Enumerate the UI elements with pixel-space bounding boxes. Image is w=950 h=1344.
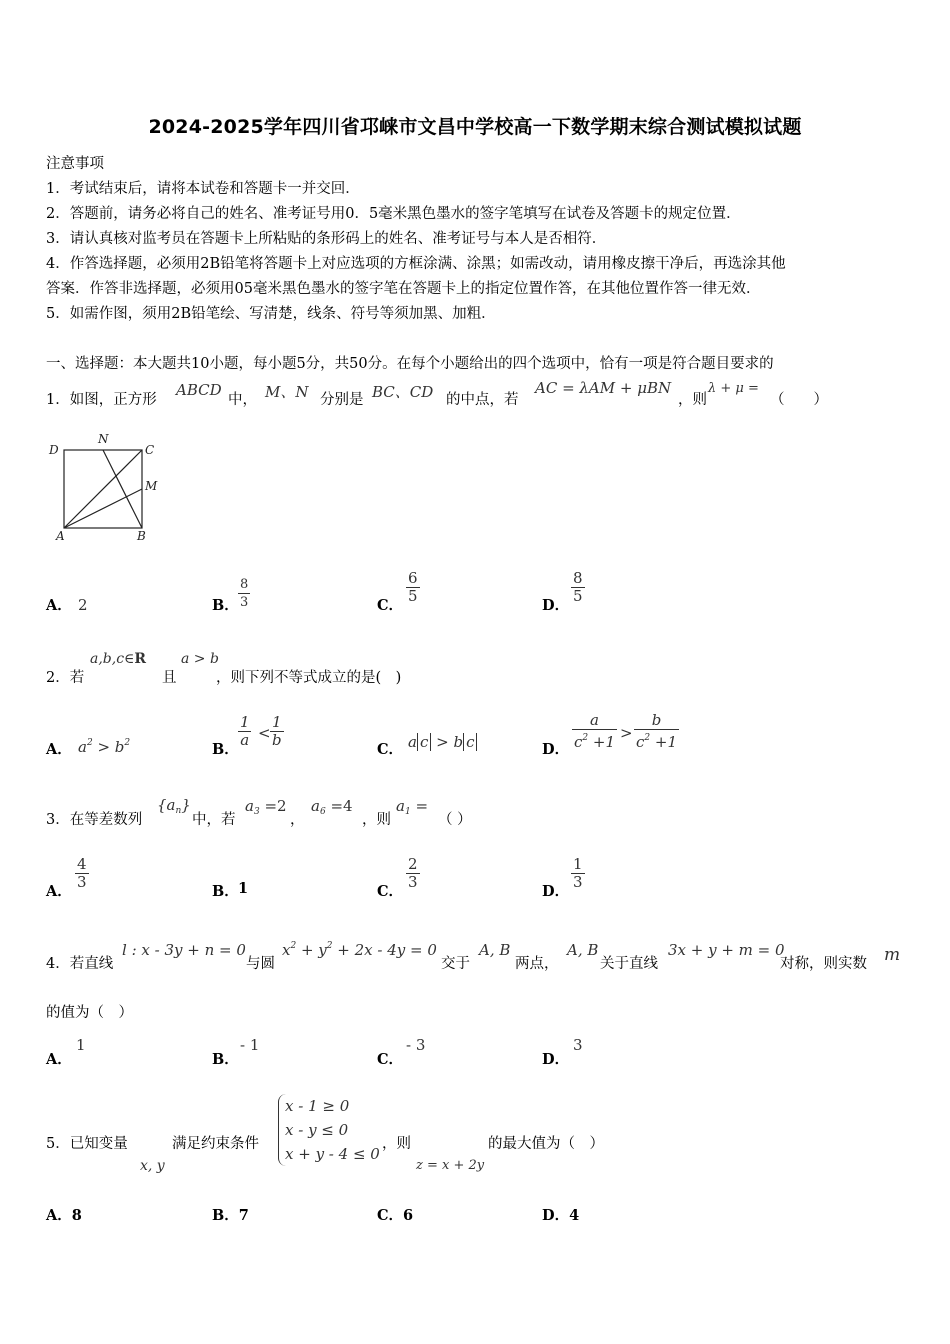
option-c-value: 6 xyxy=(403,1207,414,1224)
option-a: A．8 xyxy=(46,1207,82,1224)
question-2: 2．若 xyxy=(46,670,85,686)
question-3: 3．在等差数列 xyxy=(46,812,143,828)
option-b-value: 1 xyxy=(238,880,249,897)
option-a-value: 8 xyxy=(71,1207,82,1224)
option-d-value: 4 xyxy=(569,1207,580,1224)
option-a-value: 2 xyxy=(78,596,88,614)
option-c-label: C． xyxy=(377,741,404,758)
option-d-fraction-left: $\frac{a}{c^2 +1}$ xyxy=(574,711,616,751)
option-d-fraction: $\frac{8}{5}$ xyxy=(573,569,583,605)
constraint-2: x - y ≤ 0 xyxy=(285,1121,349,1139)
option-d-label: D． xyxy=(542,1051,570,1068)
option-b-value: 7 xyxy=(238,1207,249,1224)
notice-heading: 注意事项 xyxy=(46,156,104,172)
math-line-l: l : x - 3y + n = 0 xyxy=(122,941,246,959)
option-c-label: C． xyxy=(377,597,404,614)
label-a: A xyxy=(56,529,65,543)
option-c-fraction: $\frac{2}{3}$ xyxy=(408,855,418,891)
option-a-label: A． xyxy=(46,883,72,900)
label-c: C xyxy=(145,443,155,457)
option-a-expression: $a^2 > b^2$ xyxy=(78,738,131,756)
math-a3: $a_3 =2$ xyxy=(245,797,287,817)
math-m: m xyxy=(884,945,901,965)
math-objective: z = x + 2y xyxy=(416,1158,485,1173)
notice-item: 4．作答选择题，必须用2B铅笔将答题卡上对应选项的方框涂满、涂黑；如需改动，请用橡皮擦干净后，再选涂其他 xyxy=(46,256,786,272)
math-square: ABCD xyxy=(176,381,222,399)
option-b-label: B． xyxy=(212,883,239,900)
option-c-value: - 3 xyxy=(406,1036,426,1054)
option-c-label: C． xyxy=(377,883,404,900)
segment-bn xyxy=(103,450,142,528)
notice-item: 答案．作答非选择题，必须用05毫米黑色墨水的签字笔在答题卡上的指定位置作答，在其他位置作答一律无效． xyxy=(46,281,761,297)
notice-item: 5．如需作图，须用2B铅笔绘、写清楚，线条、符号等须加黑、加粗． xyxy=(46,306,496,322)
question-number: 5． xyxy=(46,1136,70,1152)
math-a1: $a_1$ = xyxy=(396,797,429,817)
question-4-continued: 的值为（ ） xyxy=(46,1005,133,1021)
option-b-label: B． xyxy=(212,741,239,758)
option-d-value: 3 xyxy=(573,1036,583,1054)
option-b-fraction: $\frac{8}{3}$ xyxy=(240,577,249,610)
constraint-system xyxy=(278,1094,380,1166)
notice-item: 1．考试结束后，请将本试卷和答题卡一并交回． xyxy=(46,181,360,197)
question-number: 3． xyxy=(46,812,70,828)
label-n: N xyxy=(98,432,109,446)
math-midpoints: M、N xyxy=(265,383,309,401)
math-symmetry-line: 3x + y + m = 0 xyxy=(668,941,785,959)
segment-am xyxy=(64,489,142,528)
segment-ac xyxy=(64,450,142,528)
math-sum: λ + μ = xyxy=(708,381,759,396)
option-c-fraction: $\frac{6}{5}$ xyxy=(408,569,418,605)
math-points: A, B xyxy=(567,941,599,959)
section-heading: 一、选择题：本大题共10小题，每小题5分，共50分。在每个小题给出的四个选项中，恰有一项是符合题目要求的 xyxy=(46,356,774,372)
label-b: B xyxy=(137,529,146,543)
square-figure xyxy=(44,430,174,545)
math-circle: $x^2 + y^2 + 2x - 4y = 0$ xyxy=(282,941,437,959)
math-a6: $a_6 =4$ xyxy=(311,797,353,817)
option-b-value: - 1 xyxy=(240,1036,260,1054)
option-a-fraction: $\frac{4}{3}$ xyxy=(77,855,87,891)
math-condition: a > b xyxy=(181,651,219,667)
question-4: 4．若直线 xyxy=(46,956,114,972)
option-d: D．4 xyxy=(542,1207,580,1224)
math-sides: BC、CD xyxy=(372,383,434,401)
option-a-value: 1 xyxy=(76,1036,86,1054)
option-b-label: B． xyxy=(212,597,239,614)
math-points: A, B xyxy=(479,941,511,959)
math-vector-equation: AC = λAM + μBN xyxy=(535,379,672,397)
label-m: M xyxy=(145,479,158,493)
math-set: a,b,c∈R xyxy=(90,651,147,667)
question-number: 1． xyxy=(46,392,70,408)
exam-page: 2024-2025学年四川省邛崃市文昌中学校高一下数学期末综合测试模拟试题 注意事项 1．考试结束后，请将本试卷和答题卡一并交回． 2．答题前，请务必将自己的姓名、准考证号用0．5毫米黑色墨水的签字笔填写在试卷及答题卡的规定位置． 3．请认真核对监考员在答题卡上所粘贴的条形码上的姓名、准考证号与本人是否相符． 4．作答选择题，必须用2B铅笔将答题卡上对应选项的方框涂满、涂黑；如需改动，请用橡皮擦干净后，再选涂其他 答案．作答非选择题，必须用05毫米黑色墨水的签字笔在答题卡上的指定位置作答，在其他位置作答一律无效． 5．如需作图，须用2B铅笔绘、写清楚，线条、符号等须加黑、加粗． 一、选择题：本大题共10小题，每小题5分，共50分。在每个小题给出的四个选项中，恰有一项是符合题目要求的 1．如图，正方形 ABCD 中， M、N 分别是 BC、CD 的中点，若 AC = λAM + μBN ，则 λ + μ = （ ） D N C M A B A． 2 B． $\frac{8}{3}$ C． $\frac{6}{5}$ D． $\frac{8}{5}$ 2．若 a,b,c∈R 且 a > b ，则下列不等式成立的是( ) A． $a^2 > b^2$ B． $\frac{1}{a}$ < $\frac{1}{b}$ C． a c > b c D． $\frac{a}{c^2 +1}$ > $\frac{b}{c^2 +1}$ 3．在等差数列 $\{a_n\}$ 中，若 $a_3 =2$ ， $a_6 =4$ ，则 $a_1$ = （ ） A． $\frac{4}{3}$ B． 1 C． $\frac{2}{3}$ D． $\frac{1}{3}$ 4．若直线 l : x - 3y + n = 0 与圆 $x^2 + y^2 + 2x - 4y = 0$ 交于 A, B 两点， A, B 关于直线 3x + y + m = 0 对称，则实数 m 的值为（ ） A． 1 B． - 1 C． - 3 D． 3 5．已知变量 x, y 满足约束条件 x - 1 ≥ 0 x - y ≤ 0 x + y - 4 ≤ 0 ，则 z = x + 2y 的最大值为（ ） A．8 B．7 C．6 D．4 xyxy=(0,0,950,1344)
option-a-label: A． xyxy=(46,741,72,758)
option-c: C．6 xyxy=(377,1207,414,1224)
option-d-label: D． xyxy=(542,597,570,614)
question-5: 5．已知变量 xyxy=(46,1136,128,1152)
math-sequence: $\{a_n\}$ xyxy=(157,796,191,816)
question-number: 2． xyxy=(46,670,70,686)
option-c-label: C． xyxy=(377,1051,404,1068)
option-b: B．7 xyxy=(212,1207,249,1224)
question-number: 4． xyxy=(46,956,70,972)
math-variables: x, y xyxy=(140,1158,165,1174)
option-d-label: D． xyxy=(542,741,570,758)
constraint-1: x - 1 ≥ 0 xyxy=(285,1097,350,1115)
option-c-expression: a c > b c xyxy=(408,733,477,751)
option-d-label: D． xyxy=(542,883,570,900)
notice-item: 3．请认真核对监考员在答题卡上所粘贴的条形码上的姓名、准考证号与本人是否相符． xyxy=(46,231,607,247)
question-1: 1．如图，正方形 xyxy=(46,392,157,408)
option-a-label: A． xyxy=(46,1051,72,1068)
constraint-3: x + y - 4 ≤ 0 xyxy=(285,1145,380,1163)
option-b-fraction-left: $\frac{1}{a}$ xyxy=(240,713,250,749)
page-title: 2024-2025学年四川省邛崃市文昌中学校高一下数学期末综合测试模拟试题 xyxy=(148,116,802,138)
option-b-label: B． xyxy=(212,1051,239,1068)
option-b-fraction-right: $\frac{1}{b}$ xyxy=(272,713,282,749)
notice-item: 2．答题前，请务必将自己的姓名、准考证号用0．5毫米黑色墨水的签字笔填写在试卷及答题卡的规定位置． xyxy=(46,206,741,222)
option-d-fraction-right: $\frac{b}{c^2 +1}$ xyxy=(636,711,678,751)
option-d-fraction: $\frac{1}{3}$ xyxy=(573,855,583,891)
option-a-label: A． xyxy=(46,597,72,614)
label-d: D xyxy=(49,443,59,457)
